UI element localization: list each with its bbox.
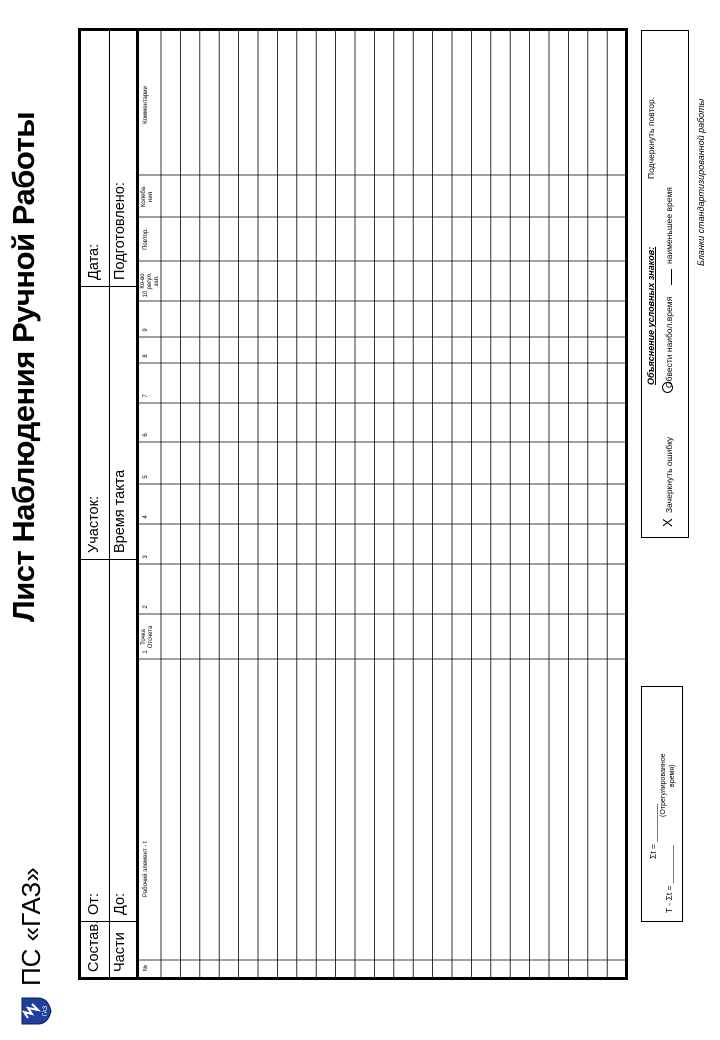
label-prepared: Подготовлено:	[112, 182, 128, 280]
cycle-header: 4	[143, 515, 149, 519]
legend-circle-text: Обвести наибол.время	[664, 296, 674, 388]
legend-cross-symbol: Х	[660, 518, 675, 527]
underline-icon	[671, 269, 672, 285]
legend-box	[641, 30, 689, 538]
note-line-2: время)	[669, 764, 676, 787]
col-stable-3: зап.	[154, 275, 160, 287]
cycle-header: 6	[143, 433, 149, 437]
col-element: Рабочий элемент - t	[143, 841, 149, 897]
label-to: До:	[112, 892, 128, 915]
footer-caption: Бланки стандартизированной работы	[696, 98, 706, 266]
col-variation-2: ния	[148, 192, 154, 202]
label-date: Дата:	[86, 243, 102, 280]
col-no: №	[143, 964, 149, 972]
cycle-header: 2	[143, 605, 149, 609]
col-ref-1: Точка	[141, 629, 147, 645]
org-name: ПС «ГАЗ»	[16, 867, 46, 986]
col-variation-1: Колеба	[141, 186, 147, 208]
logo-text: ГАЗ	[43, 1005, 49, 1017]
label-part-2: Части	[112, 932, 128, 972]
col-comments: Комментарии	[143, 86, 149, 124]
legend-min-text: наименьшее время	[664, 187, 674, 264]
label-area: Участок:	[86, 496, 102, 553]
cycle-header: 8	[143, 354, 149, 358]
cycle-header: 1	[143, 650, 149, 654]
note-line-1: (Отрегулированное	[660, 753, 667, 817]
cycle-header: 10	[143, 290, 149, 298]
legend-cross-text: Зачеркнуть ошибку	[664, 436, 674, 513]
table-grid	[81, 31, 625, 977]
col-repeat: Повтор.	[143, 228, 149, 250]
col-stable-1: Ко-во	[140, 273, 146, 289]
col-ref-2: Отсчета	[148, 625, 154, 649]
legend-underline-text: Подчеркнуть повтор.	[646, 96, 656, 179]
cycle-header: 3	[143, 555, 149, 559]
observation-sheet	[78, 28, 628, 980]
label-from: От:	[86, 893, 102, 915]
cycle-header: 5	[143, 475, 149, 479]
diff-line: T - Σt = ________	[664, 845, 674, 913]
cycle-header: 7	[143, 394, 149, 398]
label-takt: Время такта	[112, 469, 128, 553]
gaz-logo	[18, 996, 52, 1026]
sum-line: Σt = ________	[648, 803, 658, 859]
label-part-1: Состав.	[86, 919, 102, 972]
summary-box	[641, 686, 683, 922]
cycle-header: 9	[143, 328, 149, 332]
col-stable-2: регул.	[147, 272, 153, 290]
page-title: Лист Наблюдения Ручной Работы	[6, 111, 41, 622]
legend-title: Объяснение условных знаков:	[646, 246, 656, 385]
